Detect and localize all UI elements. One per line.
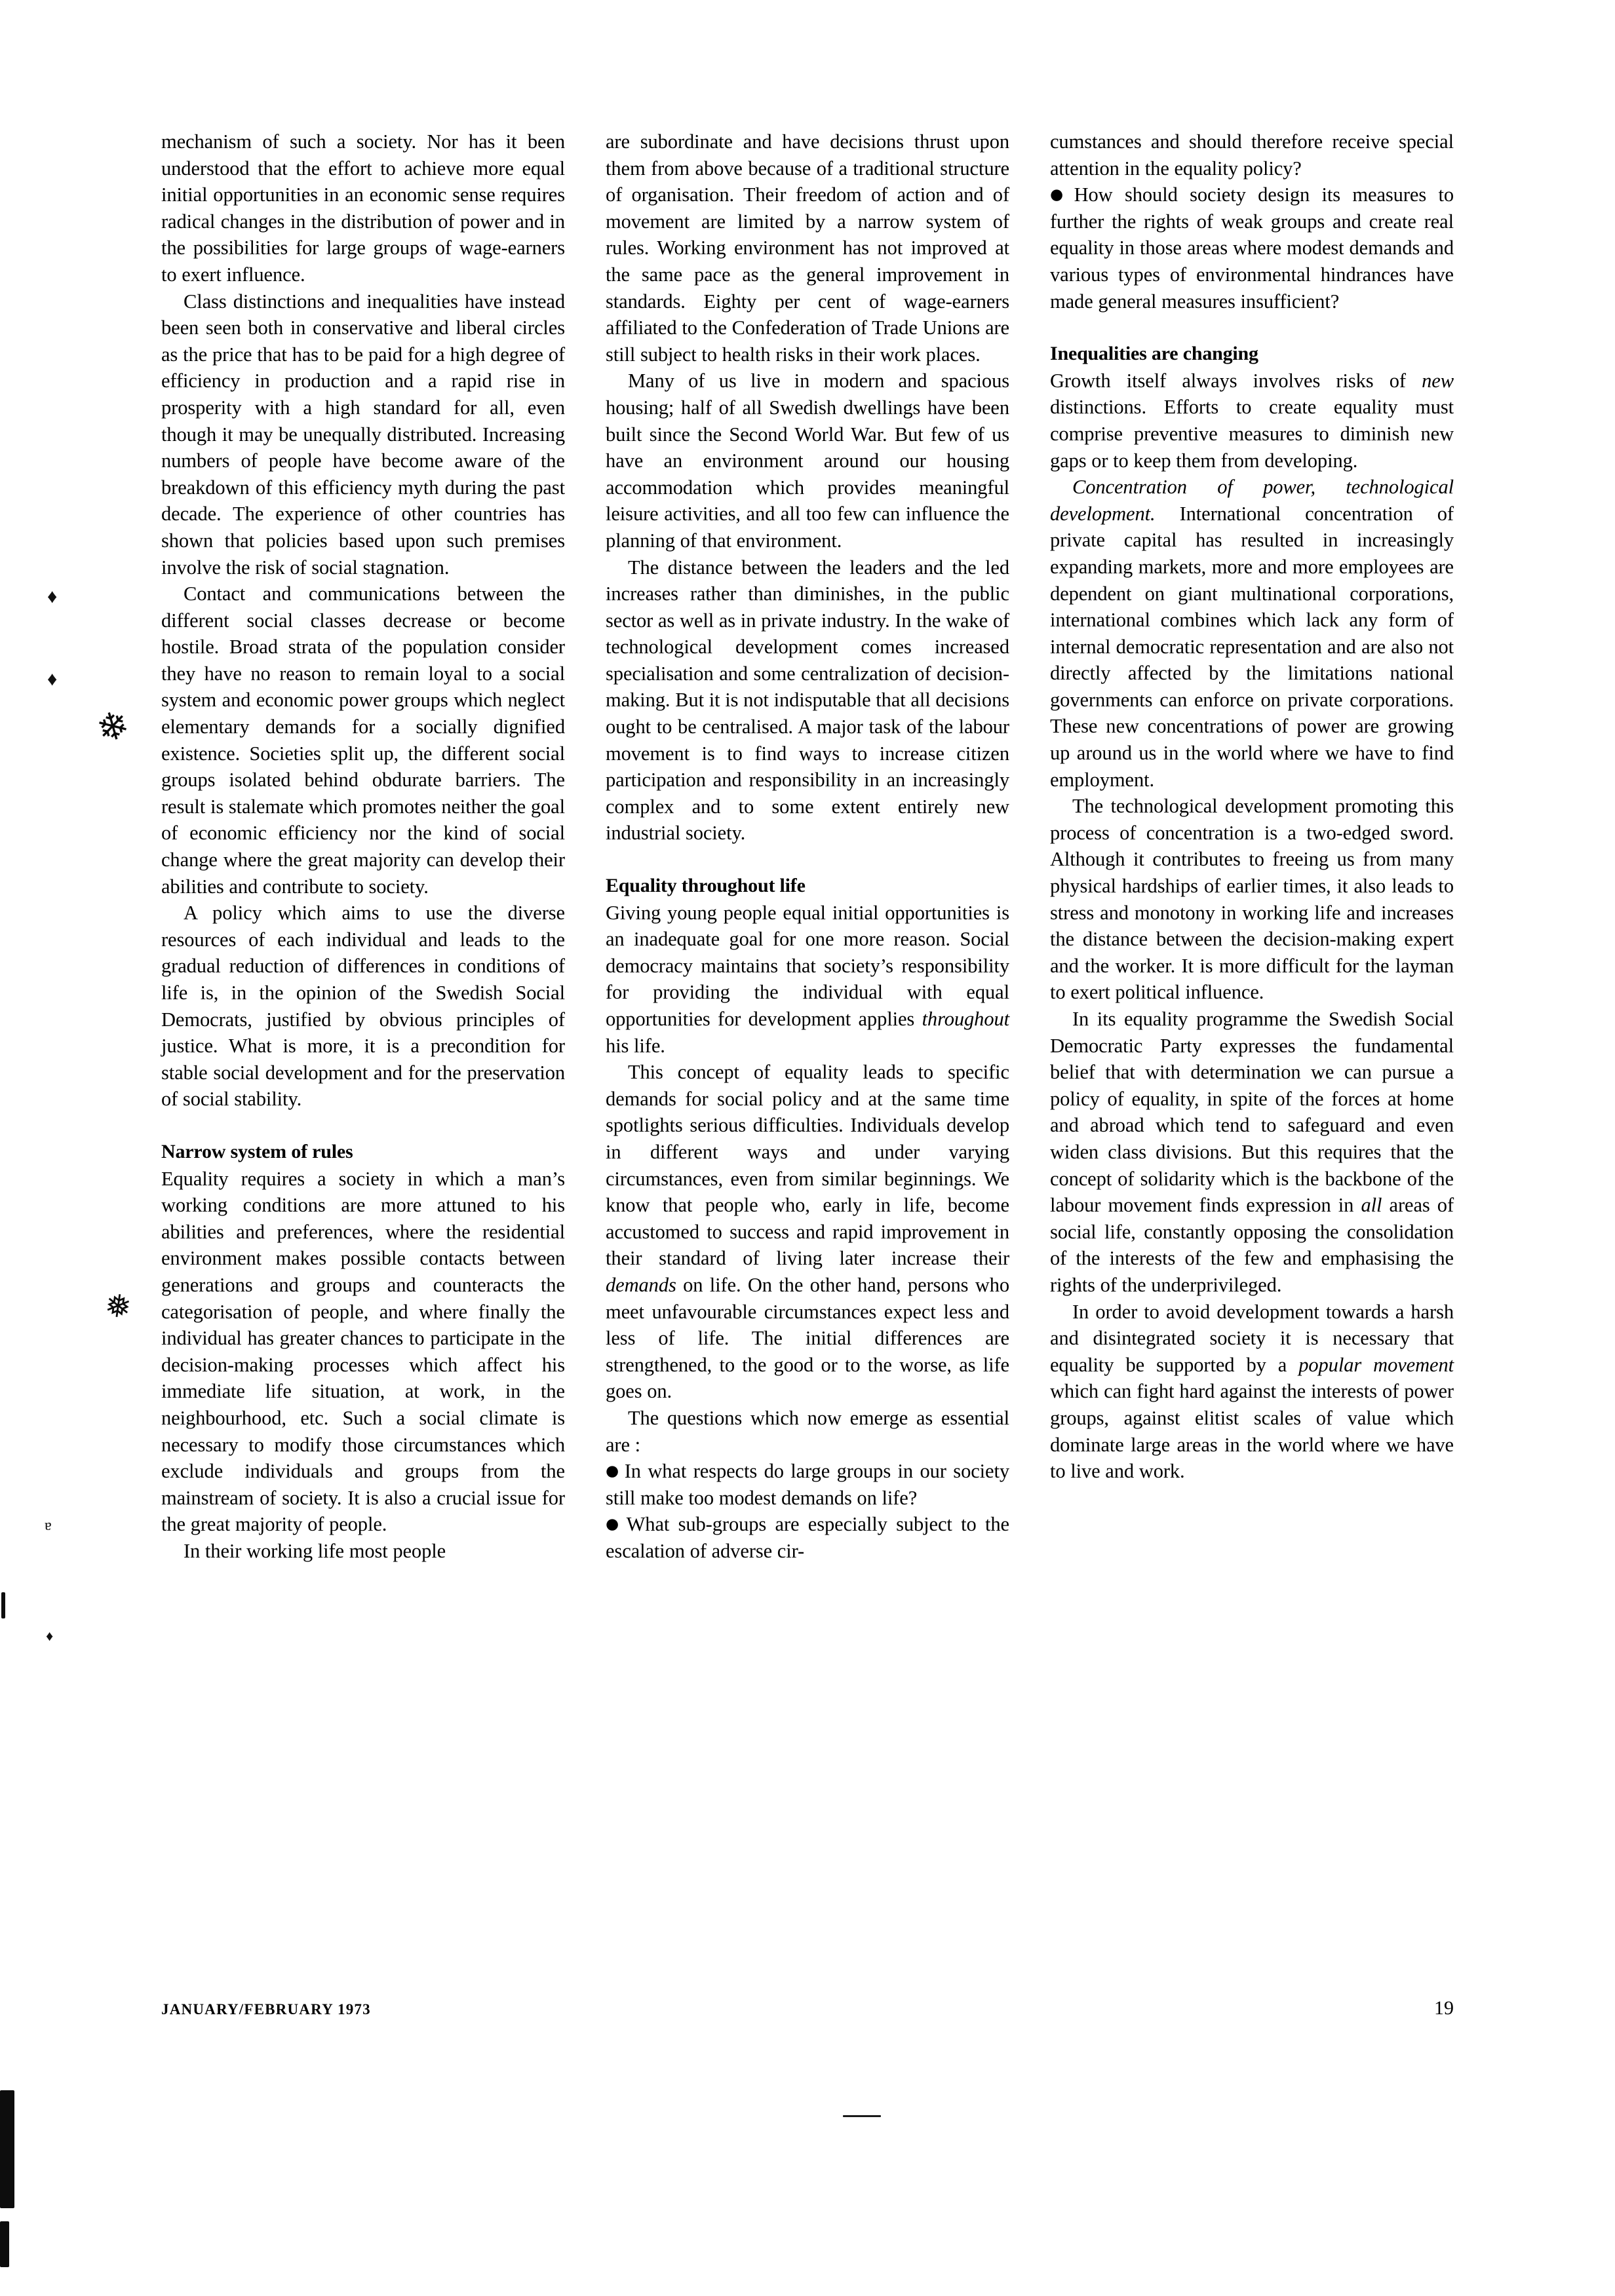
paragraph: In its equality programme the Swedish Social Democratic Party expresses the fundamental belief that with determination we can pursue a policy of equality, in spite of the forces at home and abroad which tend to safeguard and even widen class divisions. But this requires that the concept of solidarity which is the backbone of the labour movement finds expression in all areas of social life, constantly opposing the consolidation of the interests of the few and emphasising the rights of the underprivileged. (1050, 1008, 1454, 1296)
filled-circle-bullet-icon: ● (1050, 186, 1070, 204)
paragraph: are subordinate and have decisions thrust upon them from above because of a traditional structure of organisation. Their freedom of action and of movement are limited by a narrow system of rules. Working environment has not improved at the same pace as the general improvement in standards. Eighty per cent of wage-earners affiliated to the Confederation of Trade Unions are still subject to health risks in their work places. (606, 130, 1009, 366)
column-2 (606, 128, 1009, 1937)
paragraph: Equality requires a society in which a man’s working conditions are more attuned to his abilities and preferences, where the residential environment makes possible contacts between generations and groups and counteracts the categorisation of people, and where finally the individual has greater chances to participate in the decision-making processes which affect his immediate life situation, at work, in the neighbourhood, etc. Such a social climate is necessary to modify those circumstances which exclude individuals and groups from the mainstream of society. It is also a crucial issue for the great majority of people. (161, 1167, 565, 1536)
margin-mark-4: ♦ (46, 1628, 54, 1644)
bullet-text: What sub-groups are especially subject to the escalation of adverse cir- (606, 1513, 1009, 1562)
paragraph: The technological development promoting this process of concentration is a two-edged sword. Although it contributes to freeing us from many physical hardships of earlier times, it also leads to stress and monotony in working life and increases the distance between the decision-making expert and the worker. It is more difficult for the layman to exert political influence. (1050, 795, 1454, 1004)
filled-circle-bullet-icon: ● (606, 1463, 621, 1480)
ink-blob-lower: ❅ (102, 1286, 134, 1327)
paragraph: Contact and communications between the different social classes decrease or become hostile. Broad strata of the population consider they have no reason to remain loyal to a social system and economic power groups which neglect elementary demands for a socially dignified existence. Societies split up, the different social groups isolated behind obdurate barriers. The result is stalemate which promotes neither the goal of economic efficiency nor the kind of social change where the great majority can develop their abilities and contribute to society. (161, 583, 565, 898)
bullet-text: In what respects do large groups in our society still make too modest demands on life? (606, 1460, 1009, 1509)
margin-mark-1: ♦ (47, 586, 58, 607)
section-spacer (606, 847, 1009, 873)
bullet-item (1050, 182, 1454, 315)
filled-circle-bullet-icon: ● (606, 1516, 623, 1533)
bullet-item (606, 1458, 1009, 1511)
paragraph: The questions which now emerge as essential are : (606, 1406, 1009, 1456)
section-heading-equality-throughout-life: Equality throughout life (606, 875, 806, 897)
section-heading-inequalities-are-changing: Inequalities are changing (1050, 343, 1258, 365)
page-footer (161, 1997, 1454, 2019)
paragraph: mechanism of such a society. Nor has it been understood that the effort to achieve more equal initial opportunities in an economic sense requires radical changes in the distribution of power and in the possibilities for large groups of wage-earners to exert influence. (161, 130, 565, 286)
paragraph: This concept of equality leads to specific demands for social policy and at the same time spotlights serious difficulties. Individuals develop in different ways and under varying circumstances, even from similar beginnings. We know that people who, early in life, become accustomed to success and rapid improvement in their standard of living later increase their demands on life. On the other hand, persons who meet unfavourable circumstances expect less and less of life. The initial differences are strengthened, to the good or to the worse, as life goes on. (606, 1061, 1009, 1403)
column-1 (161, 128, 565, 1937)
bullet-item (606, 1511, 1009, 1564)
page-number: 19 (1434, 1997, 1454, 2019)
section-spacer (1050, 315, 1454, 341)
ink-blob-upper: ❄ (91, 700, 135, 753)
issue-date-line: JANUARY/FEBRUARY 1973 (161, 2001, 371, 2018)
section-spacer (161, 1113, 565, 1139)
scan-speck (843, 2115, 881, 2117)
paragraph: A policy which aims to use the diverse resources of each individual and leads to the gradual reduction of differences in conditions of life is, in the opinion of the Swedish Social Democrats, justified by obvious principles of justice. What is more, it is a precondition for stable social development and for the preservation of social stability. (161, 902, 565, 1111)
paragraph: Many of us live in modern and spacious housing; half of all Swedish dwellings have been built since the Second World War. But few of us have an environment around our housing accommodation which provides meaningful leisure activities, and all too few can influence the planning of that environment. (606, 370, 1009, 552)
paragraph: In their working life most people (184, 1539, 446, 1562)
bullet-text: How should society design its measures to further the rights of weak groups and create real equality in those areas where modest demands and various types of environmental hindrances have made general measures insufficient? (1050, 183, 1454, 313)
margin-mark-3: ɐ (45, 1517, 52, 1534)
column-3 (1050, 128, 1454, 1937)
paragraph: Concentration of power, technological development. International concentration of private capital has resulted in increasingly expanding markets, more and more employees are dependent on giant multinational corporations, international combines which lack any form of internal democratic representation and are also not directly affected by the limitations national governments can enforce on private corporations. These new concentrations of power are growing up around us in the world where we have to find employment. (1050, 476, 1454, 791)
article-columns (161, 128, 1454, 1937)
paragraph: The distance between the leaders and the led increases rather than diminishes, in the public sector as well as in private industry. In the wake of technological development comes increased specialisation and some centralization of decision-making. But it is not indisputable that all decisions ought to be centralised. A major task of the labour movement is to find ways to increase citizen participation and responsibility in an increasingly complex and to some extent entirely new industrial society. (606, 556, 1009, 845)
paragraph: Giving young people equal initial opportunities is an inadequate goal for one more reason. Social democracy maintains that society’s responsibility for providing the individual with equal opportunities for development applies throughout his life. (606, 901, 1009, 1057)
paragraph: In order to avoid development towards a harsh and disintegrated society it is necessary that equality be supported by a popular movement which can fight hard against the interests of power groups, against elitist scales of value which dominate large areas in the world where we have to live and work. (1050, 1300, 1454, 1483)
scan-binding-edge (0, 0, 22, 2296)
margin-mark-2: ♦ (47, 668, 58, 690)
paragraph: Class distinctions and inequalities have instead been seen both in conservative and liberal circles as the price that has to be paid for a high degree of efficiency in production and a rapid rise in prosperity with a high standard for all, even though it may be unequally distributed. Increasing numbers of people have become aware of the breakdown of this efficiency myth during the past decade. The experience of other countries has shown that policies based upon such premises involve the risk of social stagnation. (161, 290, 565, 579)
paragraph: Growth itself always involves risks of new distinctions. Efforts to create equality must comprise preventive measures to diminish new gaps or to keep them from developing. (1050, 369, 1454, 472)
section-heading-narrow-system-of-rules: Narrow system of rules (161, 1140, 353, 1162)
paragraph: cumstances and should therefore receive special attention in the equality policy? (1050, 130, 1454, 180)
